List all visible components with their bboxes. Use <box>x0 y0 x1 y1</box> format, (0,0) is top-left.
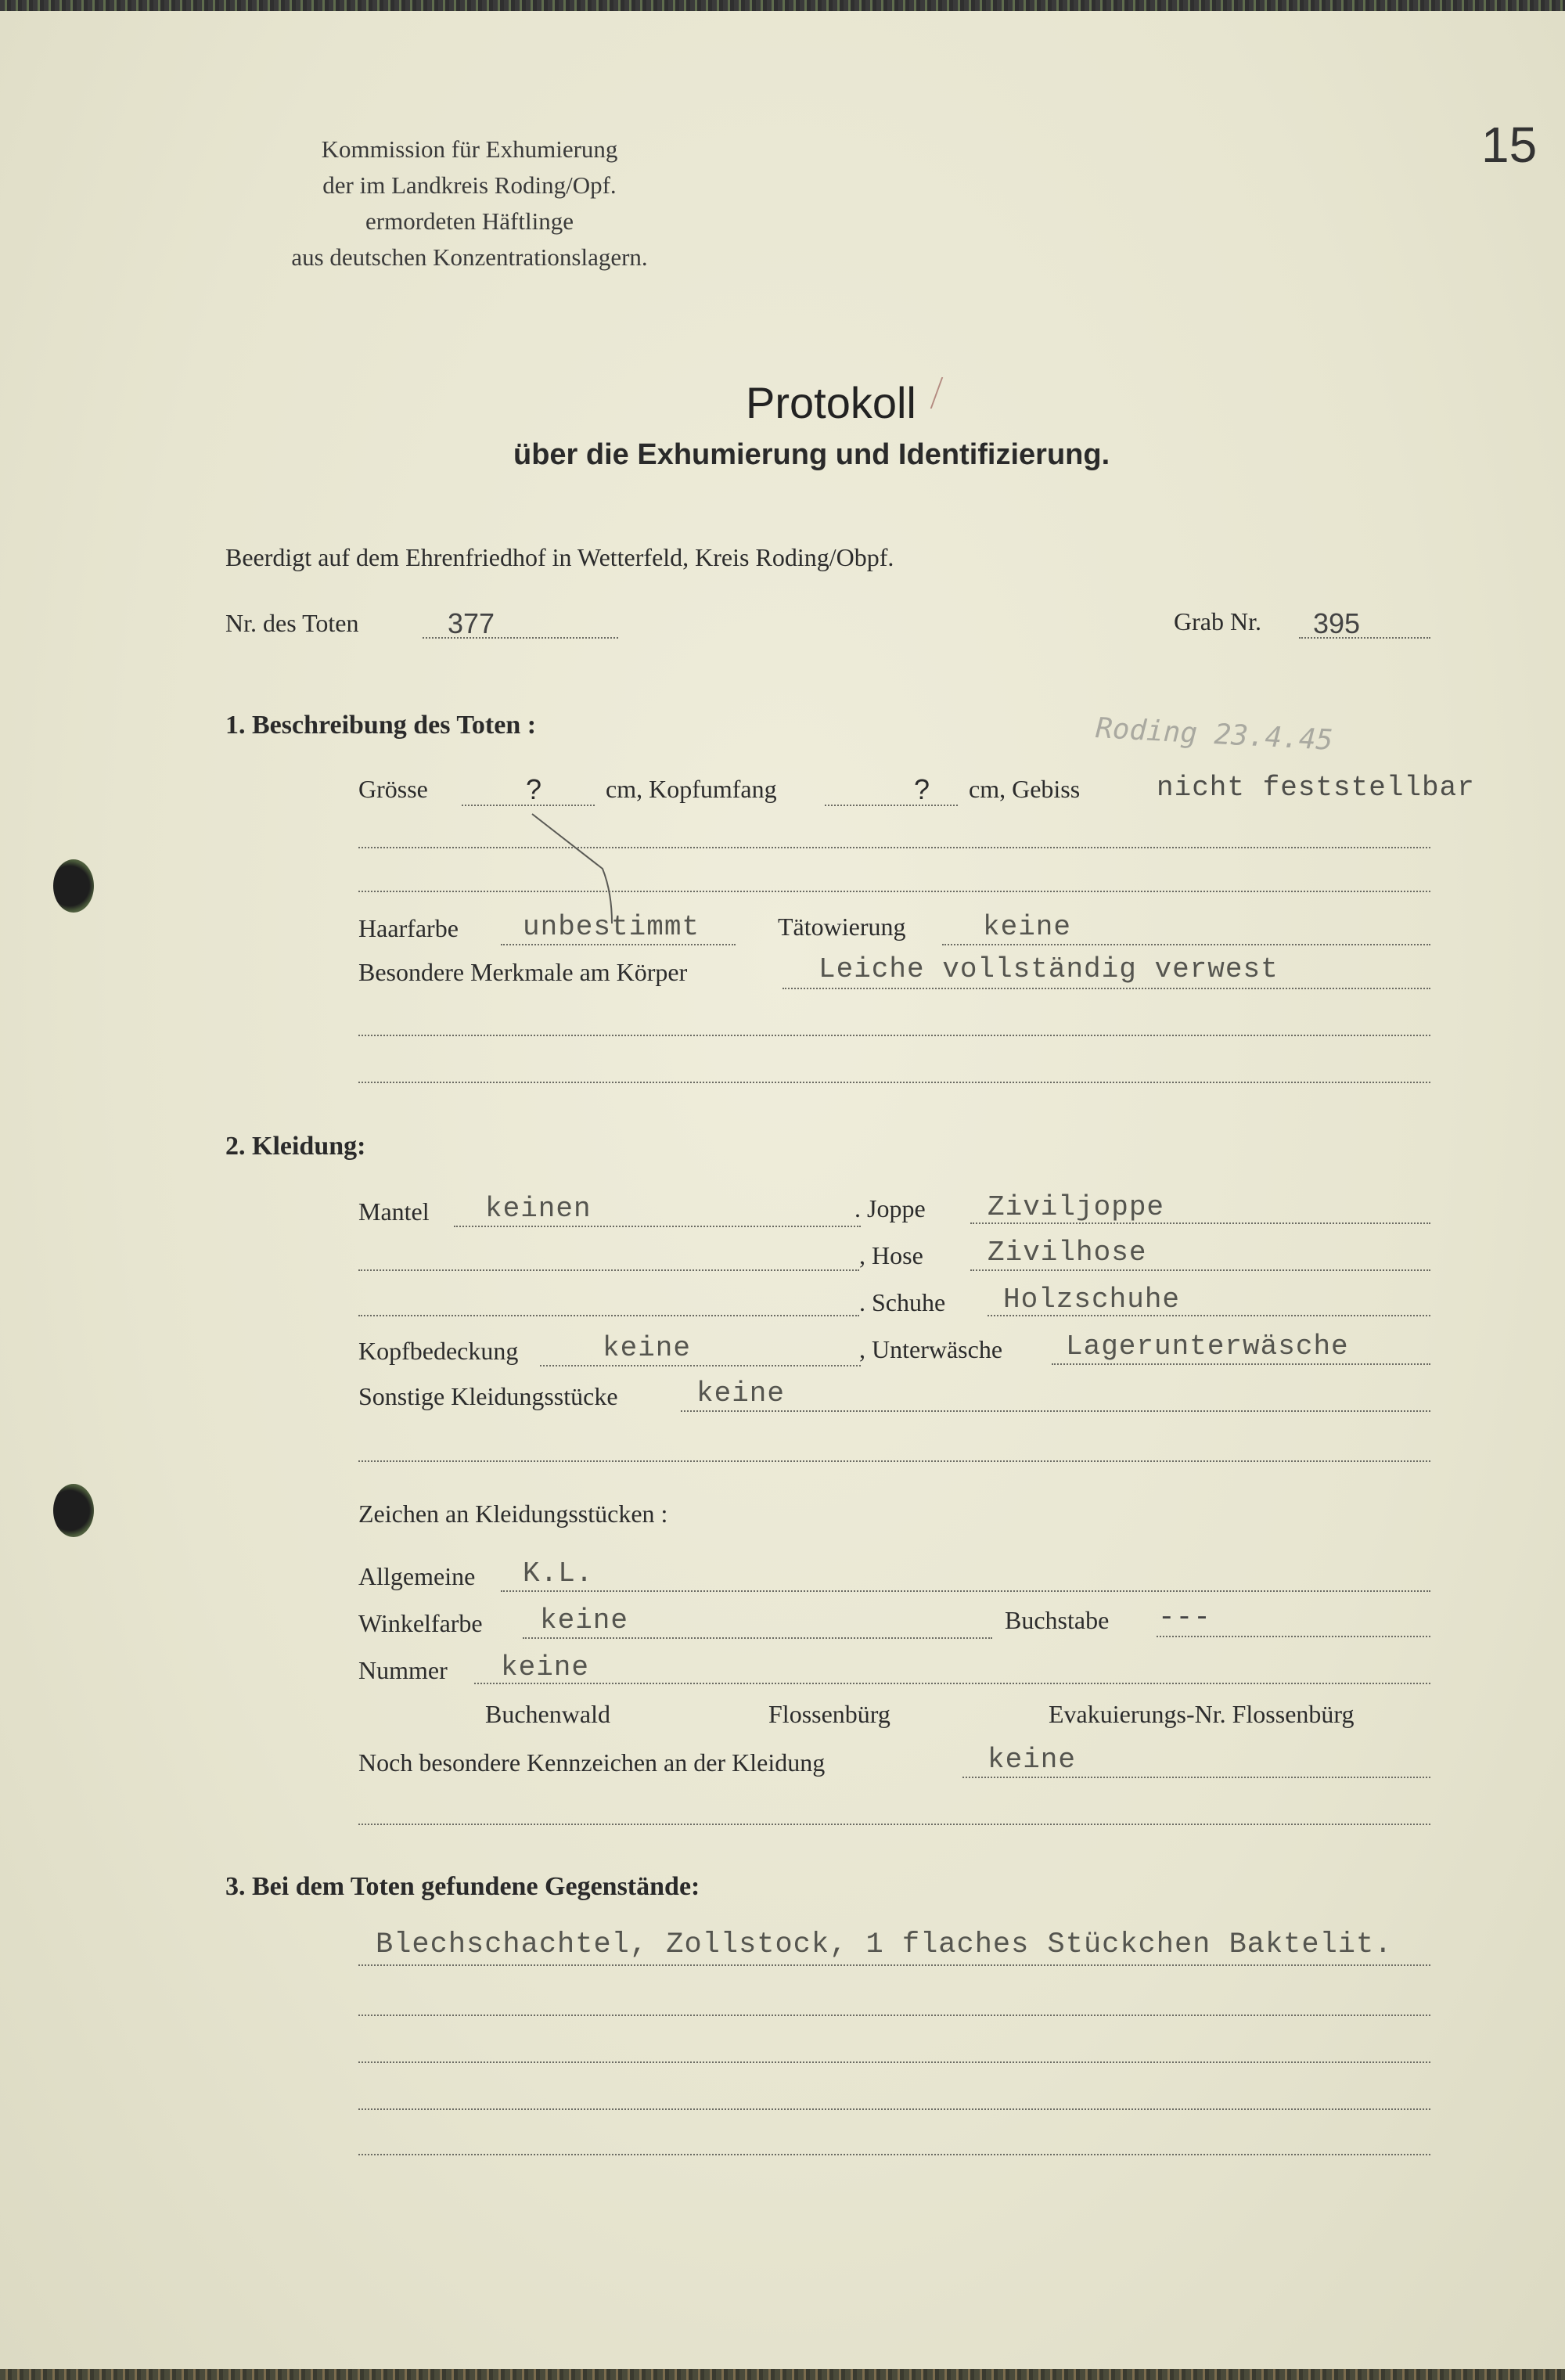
angle-color-label: Winkelfarbe <box>358 1609 483 1637</box>
jacket-value: Ziviljoppe <box>988 1191 1165 1223</box>
page-subtitle: über die Exhumierung und Identifizierung. <box>513 438 1110 471</box>
clothing-marks-heading: Zeichen an Kleidungsstücken : <box>358 1500 668 1528</box>
letter-value: --- <box>1158 1601 1211 1633</box>
section-3-heading: 3. Bei dem Toten gefundene Gegenstände: <box>225 1872 700 1901</box>
headwear-value: keine <box>603 1332 692 1364</box>
punch-hole-upper <box>53 859 94 913</box>
header-line-2: der im Landkreis Roding/Opf. <box>322 171 617 199</box>
head-circumference-value: ? <box>914 773 930 805</box>
general-marks-label: Allgemeine <box>358 1562 476 1590</box>
commission-header <box>227 131 712 275</box>
angle-color-value: keine <box>540 1604 629 1636</box>
tattoo-value: keine <box>983 911 1072 943</box>
other-clothing-value: keine <box>696 1377 786 1410</box>
section-1-heading: 1. Beschreibung des Toten : <box>225 711 537 740</box>
number-value: keine <box>501 1651 590 1683</box>
underwear-value: Lagerunterwäsche <box>1066 1330 1349 1363</box>
teeth-label: cm, Gebiss <box>969 775 1081 803</box>
grave-number-label: Grab Nr. <box>1174 607 1261 636</box>
coat-label: Mantel <box>358 1197 430 1226</box>
height-label: Grösse <box>358 775 428 803</box>
tattoo-label: Tätowierung <box>778 913 906 941</box>
shoes-value: Holzschuhe <box>1003 1284 1181 1316</box>
header-line-1: Kommission für Exhumierung <box>321 135 618 163</box>
hair-color-label: Haarfarbe <box>358 914 459 942</box>
shoes-label: . Schuhe <box>859 1288 946 1316</box>
page-number: 15 <box>1481 117 1538 173</box>
camp-buchenwald: Buchenwald <box>485 1700 610 1728</box>
special-clothing-marks-label: Noch besondere Kennzeichen an der Kleidung <box>358 1748 826 1777</box>
trousers-value: Zivilhose <box>988 1237 1147 1269</box>
scan-edge-bottom <box>0 2369 1565 2380</box>
dead-number-value: 377 <box>448 607 495 639</box>
letter-label: Buchstabe <box>1005 1606 1110 1634</box>
jacket-label: . Joppe <box>854 1194 926 1222</box>
number-label: Nummer <box>358 1656 448 1684</box>
found-items-value: Blechschachtel, Zollstock, 1 flaches Stückchen Baktelit. <box>376 1928 1393 1961</box>
camp-flossenburg: Flossenbürg <box>768 1700 890 1728</box>
head-circumference-label: cm, Kopfumfang <box>606 775 777 803</box>
header-line-3: ermordeten Häftlinge <box>365 207 574 235</box>
evacuation-number-label: Evakuierungs-Nr. Flossenbürg <box>1049 1700 1355 1728</box>
grave-number-value: 395 <box>1313 607 1361 639</box>
teeth-value: nicht feststellbar <box>1157 772 1475 804</box>
trousers-label: , Hose <box>859 1241 923 1269</box>
pencil-note: Roding 23.4.45 <box>1095 712 1334 757</box>
dead-number-label: Nr. des Toten <box>225 609 359 637</box>
section-2-heading: 2. Kleidung: <box>225 1132 366 1161</box>
header-line-4: aus deutschen Konzentrationslagern. <box>291 243 648 271</box>
height-value: ? <box>526 773 542 805</box>
headwear-label: Kopfbedeckung <box>358 1337 519 1365</box>
special-marks-label: Besondere Merkmale am Körper <box>358 958 688 986</box>
scan-edge-top <box>0 0 1565 11</box>
coat-value: keinen <box>485 1193 592 1225</box>
general-marks-value: K.L. <box>523 1557 594 1590</box>
page-title: Protokoll <box>746 378 916 427</box>
other-clothing-label: Sonstige Kleidungsstücke <box>358 1382 618 1410</box>
special-marks-value: Leiche vollständig verwest <box>818 953 1279 985</box>
special-clothing-marks-value: keine <box>988 1744 1077 1776</box>
punch-hole-lower <box>53 1484 94 1537</box>
underwear-label: , Unterwäsche <box>859 1335 1003 1363</box>
hair-color-value: unbestimmt <box>523 911 700 943</box>
burial-line: Beerdigt auf dem Ehrenfriedhof in Wetterfeld, Kreis Roding/Obpf. <box>225 543 894 571</box>
